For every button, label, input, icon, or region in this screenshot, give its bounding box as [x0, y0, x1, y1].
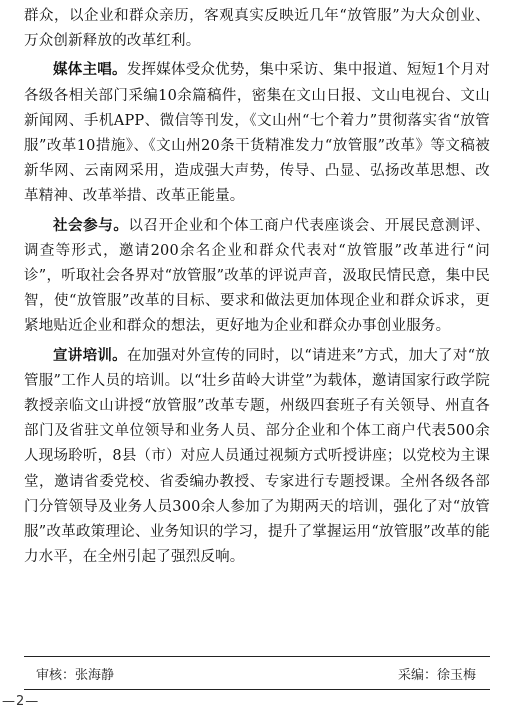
section-training-body: 在加强对外宣传的同时，以“请进来”方式，加大了对“放管服”工作人员的培训。以“壮乡苗岭大讲堂”为载体，邀请国家行政学院教授亲临文山讲授“放管服”改革专题，州级四套班子有关领导、州直各部门及省驻文单位领导和业务人员、部分企业和个体工商户代表500余人现场聆听，8县（市）对应人员通过视频方式听授讲座；以党校为主课堂，邀请省委党校、省委编办教授、专家进行专题授课。全州各级各部门分管领导及业务人员300余人参加了为期两天的培训，强化了对“放管服”改革政策理论、业务知识的学习，提升了掌握运用“放管服”改革的能力水平，在全州引起了强烈反响。	[24, 347, 491, 566]
footer-reviewer: 审核：张海静	[36, 667, 115, 683]
intro-paragraph: 群众，以企业和群众亲历，客观真实反映近几年“放管服”为大众创业、万众创新释放的改革红利。	[24, 8, 490, 50]
section-media	[24, 58, 490, 209]
footer-editor: 采编：徐玉梅	[397, 667, 476, 683]
document-body	[24, 4, 490, 574]
section-training-lead: 宣讲培训。	[53, 347, 127, 364]
section-social-body: 以召开企业和个体工商户代表座谈会、开展民意测评、调查等形式，邀请200余名企业和群众代表对“放管服”改革进行“问诊”，听取社会各界对“放管服”改革的评说声音，汲取民情民意，集中民智，使“放管服”改革的目标、要求和做法更加体现企业和群众诉求，更紧地贴近企业和群众的想法，更好地为企业和群众办事创业服务。	[24, 217, 490, 335]
section-media-lead: 媒体主唱。	[53, 62, 127, 79]
section-media-body: 发挥媒体受众优势，集中采访、集中报道、短短1个月对各级各相关部门采编10余篇稿件，密集在文山日报、文山电视台、文山新闻网、手机APP、微信等刊发，《文山州“七个着力”贯彻落实省“放管服”改革10措施》、《文山州20条干货精准发力“放管服”改革》等文稿被新华网、云南网采用，造成强大声势，传导、凸显、弘扬改革思想、改革精神、改革举措、改革正能量。	[24, 62, 490, 205]
section-social	[24, 214, 490, 340]
section-training	[24, 344, 490, 571]
page-number: —2—	[2, 694, 40, 709]
footer-bar	[24, 656, 490, 690]
section-social-lead: 社会参与。	[53, 217, 129, 234]
